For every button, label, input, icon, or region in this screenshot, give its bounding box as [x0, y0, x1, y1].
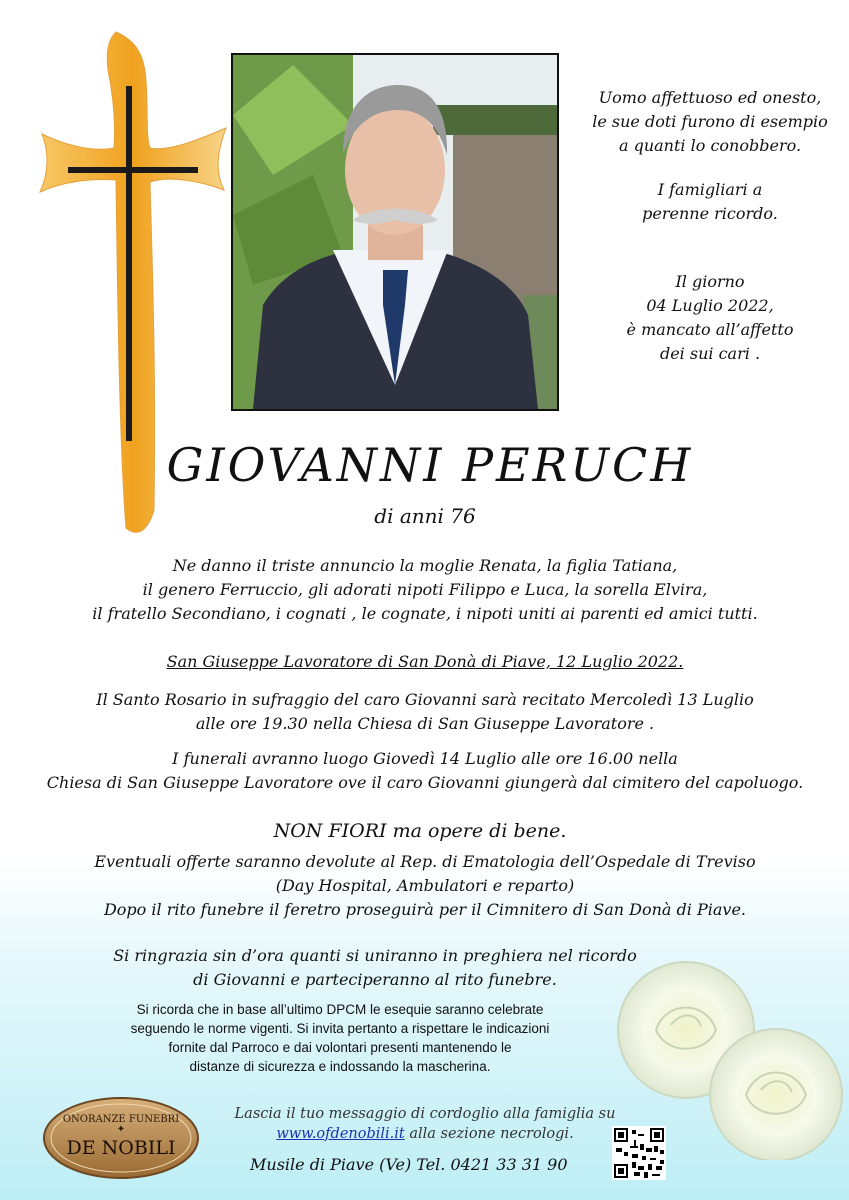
- covid-notice: [70, 1000, 610, 1076]
- quote-line: I famigliari a: [657, 180, 763, 199]
- contact-address: Musile di Piave (Ve) Tel. 0421 33 31 90: [250, 1155, 568, 1174]
- funeral-line: I funerali avranno luogo Giovedì 14 Luglio alle ore 16.00 nella: [172, 749, 678, 768]
- svg-text:✦: ✦: [116, 1124, 126, 1135]
- quote-line: le sue doti furono di esempio: [592, 112, 828, 131]
- rosary-notice: [40, 688, 810, 736]
- covid-line: seguendo le norme vigenti. Si invita pertanto a rispettare le indicazioni: [130, 1021, 550, 1036]
- no-flowers-notice: NON FIORI ma opere di bene.: [273, 820, 567, 842]
- rosary-line: alle ore 19.30 nella Chiesa di San Giuseppe Lavoratore .: [195, 714, 655, 733]
- donations-line: (Day Hospital, Ambulatori e reparto): [275, 876, 575, 895]
- rosary-line: Il Santo Rosario in sufraggio del caro Giovanni sarà recitato Mercoledì 13 Luglio: [96, 690, 754, 709]
- location-date: San Giuseppe Lavoratore di San Donà di Piave, 12 Luglio 2022.: [166, 652, 684, 671]
- covid-line: distanze di sicurezza e indossando la mascherina.: [189, 1059, 491, 1074]
- covid-line: fornite dal Parroco e dai volontari presenti mantenendo le: [168, 1040, 512, 1055]
- announcement-line: il fratello Secondiano, i cognati , le cognate, i nipoti uniti ai parenti ed amici tutti.: [92, 604, 758, 623]
- quote-line: perenne ricordo.: [642, 204, 778, 223]
- donations-notice: [40, 850, 810, 922]
- death-date-line: è mancato all’affetto: [626, 320, 794, 339]
- condolence-line: Lascia il tuo messaggio di cordoglio alla famiglia su: [234, 1106, 616, 1122]
- donations-line: Eventuali offerte saranno devolute al Rep. di Ematologia dell’Ospedale di Treviso: [94, 852, 756, 871]
- logo-main-text: DE NOBILI: [66, 1137, 176, 1159]
- condolence-message: [205, 1104, 645, 1144]
- memorial-quote: [585, 86, 835, 386]
- qr-code[interactable]: [612, 1126, 666, 1180]
- death-date-line: 04 Luglio 2022,: [646, 296, 774, 315]
- portrait-photo: [231, 53, 559, 411]
- donations-line: Dopo il rito funebre il feretro proseguirà per il Cimnitero di San Donà di Piave.: [103, 900, 747, 919]
- thanks-line: di Giovanni e parteciperanno al rito funebre.: [193, 970, 557, 989]
- death-date-line: dei sui cari .: [659, 344, 761, 363]
- covid-line: Si ricorda che in base all’ultimo DPCM le esequie saranno celebrate: [136, 1002, 544, 1017]
- quote-line: a quanti lo conobbero.: [618, 136, 802, 155]
- quote-line: Uomo affettuoso ed onesto,: [598, 88, 822, 107]
- funeral-line: Chiesa di San Giuseppe Lavoratore ove il caro Giovanni giungerà dal cimitero del capoluogo.: [46, 773, 804, 792]
- deceased-name: GIOVANNI PERUCH: [166, 438, 694, 492]
- death-date-line: Il giorno: [675, 272, 745, 291]
- funeral-home-logo: [42, 1096, 200, 1180]
- deceased-age: di anni 76: [374, 504, 476, 528]
- thanks-line: Si ringrazia sin d’ora quanti si uniranno in preghiera nel ricordo: [113, 946, 637, 965]
- condolence-line: alla sezione necrologi.: [404, 1126, 574, 1142]
- website-link[interactable]: www.ofdenobili.it: [276, 1126, 405, 1142]
- announcement-line: Ne danno il triste annuncio la moglie Renata, la figlia Tatiana,: [172, 556, 678, 575]
- logo-top-text: ONORANZE FUNEBRI: [62, 1114, 180, 1125]
- announcement-text: [40, 554, 810, 626]
- funeral-notice: [40, 747, 810, 795]
- announcement-line: il genero Ferruccio, gli adorati nipoti Filippo e Luca, la sorella Elvira,: [142, 580, 708, 599]
